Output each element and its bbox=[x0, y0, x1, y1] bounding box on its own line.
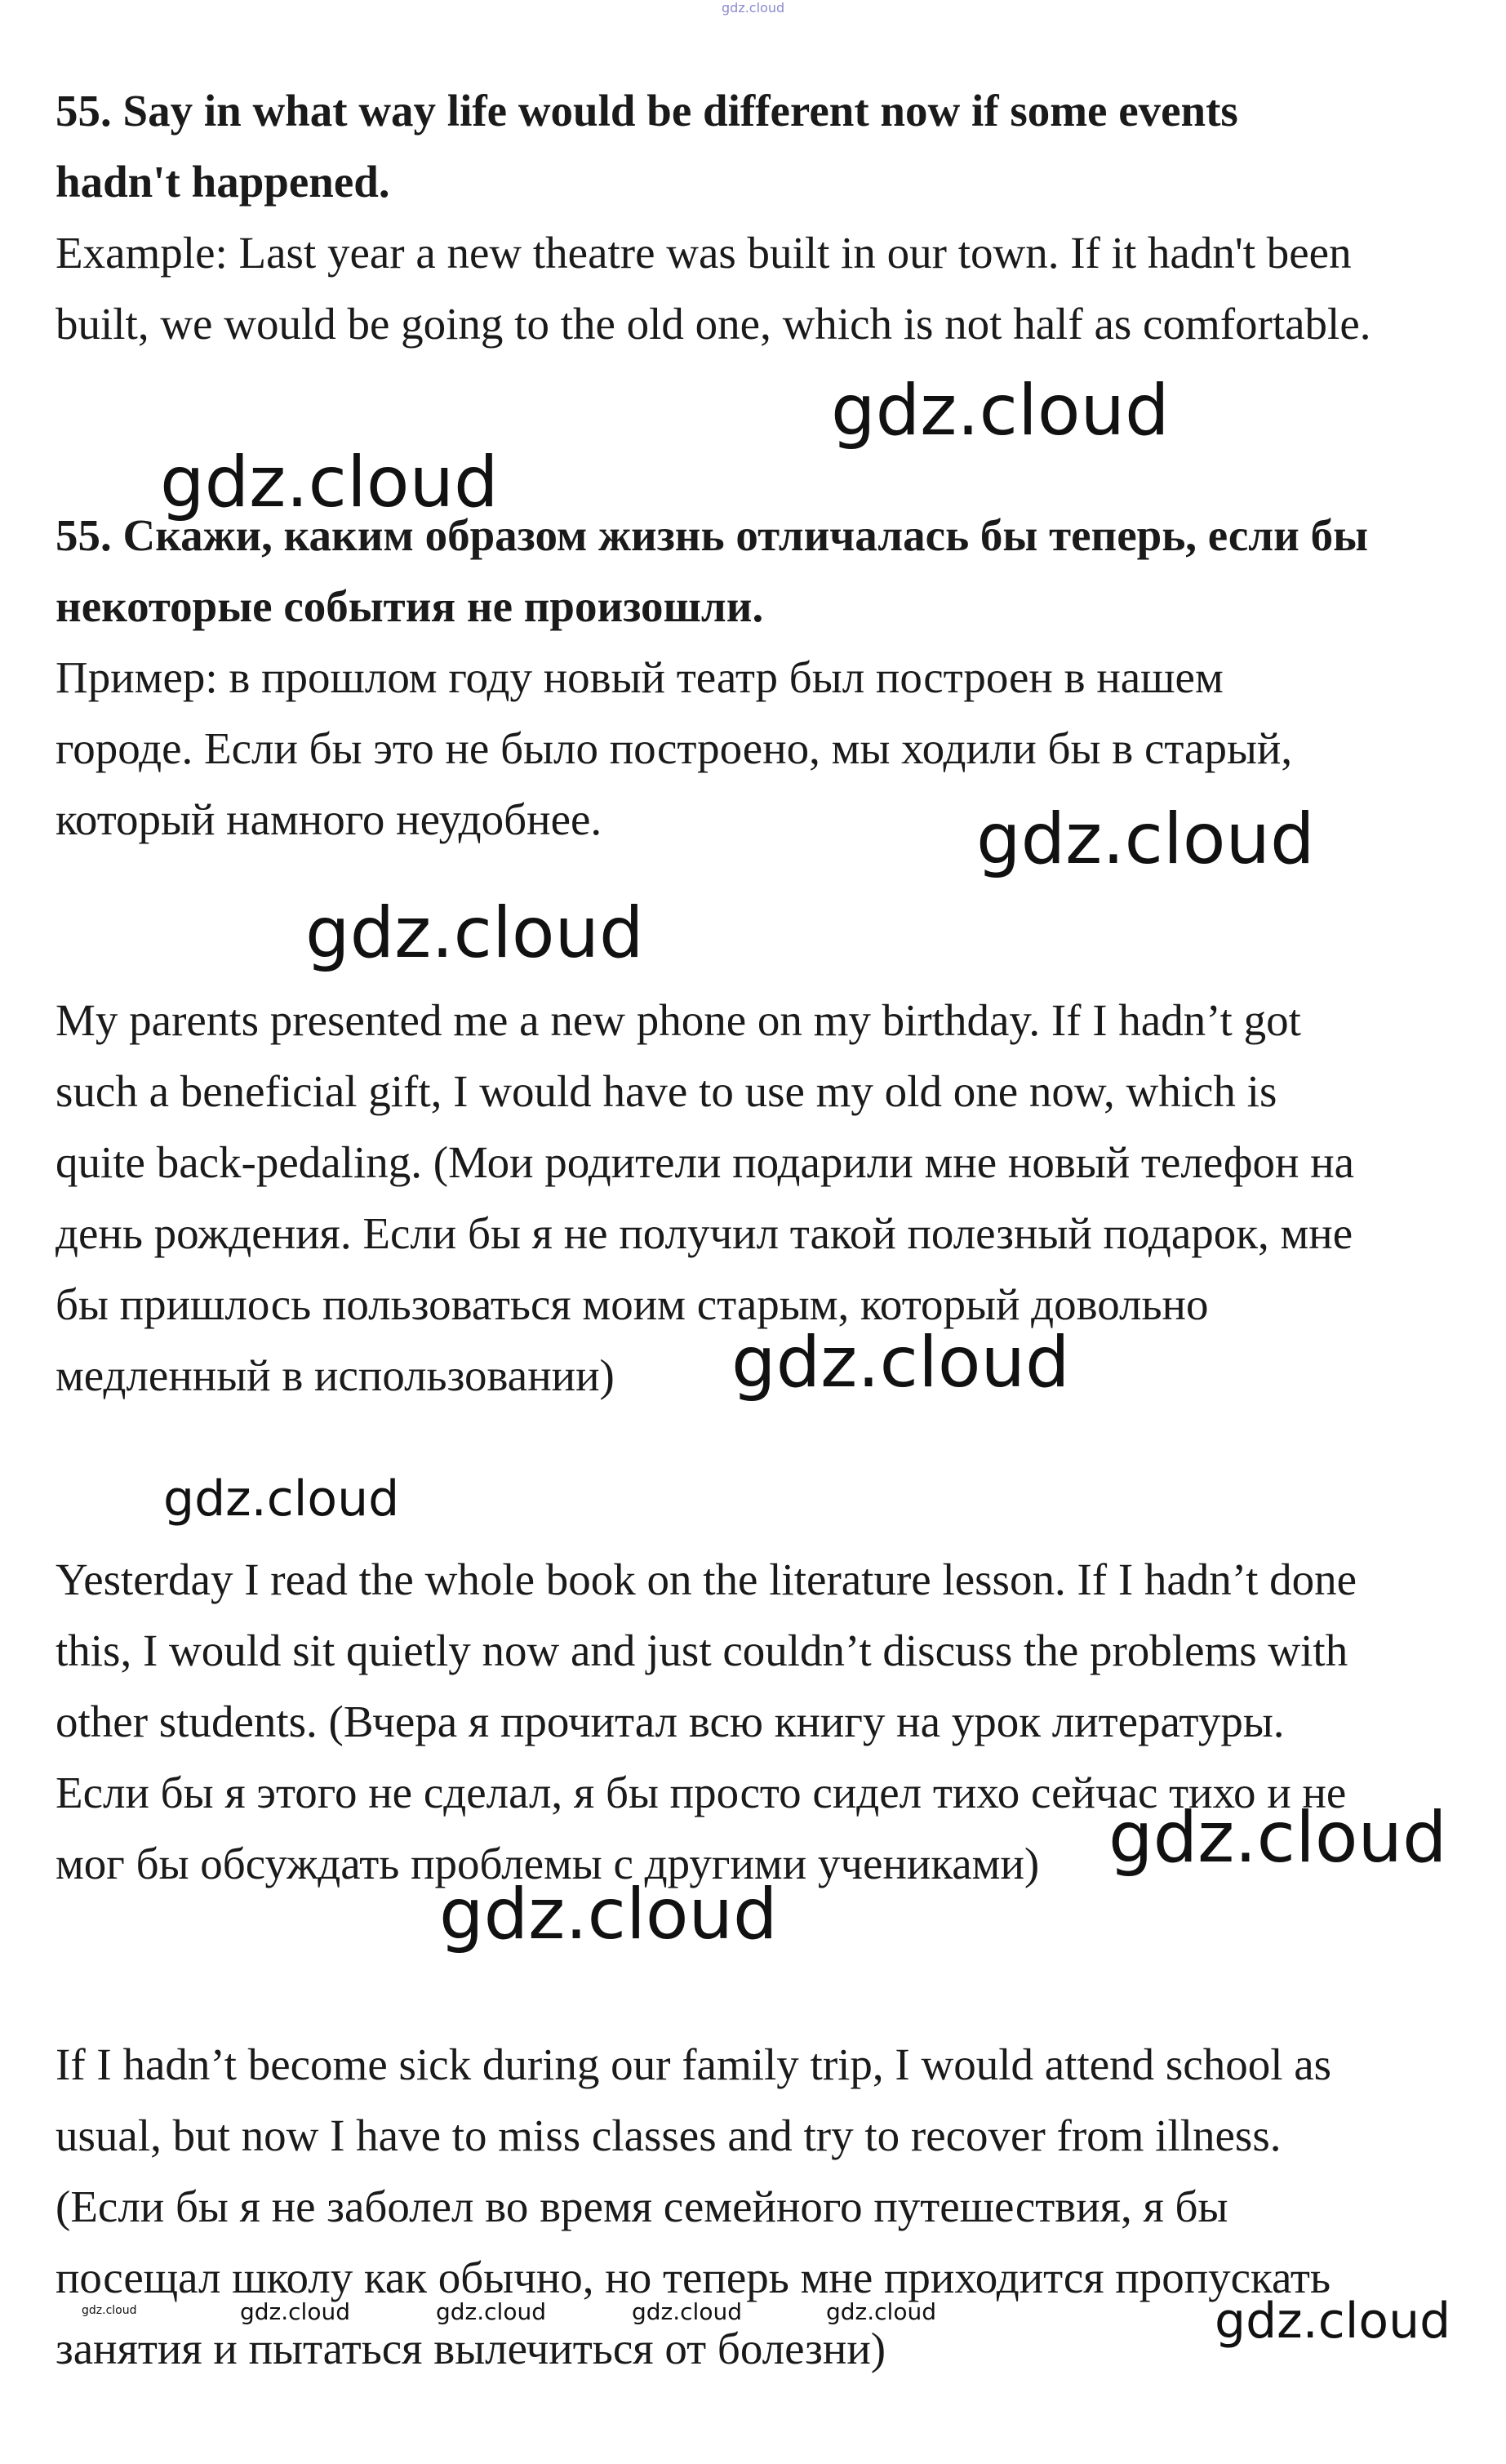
watermark: gdz.cloud bbox=[826, 2298, 936, 2325]
watermark: gdz.cloud bbox=[976, 798, 1315, 880]
answer-line: My parents presented me a new phone on my birthday. If I hadn’t got bbox=[56, 995, 1301, 1045]
answer-line: медленный в использовании) bbox=[56, 1350, 615, 1400]
answer-line: мог бы обсуждать проблемы с другими учениками) bbox=[56, 1839, 1040, 1888]
watermark: gdz.cloud bbox=[436, 2298, 546, 2325]
answer-line: quite back-pedaling. (Мои родители подарили мне новый телефон на bbox=[56, 1137, 1355, 1187]
task-title-line: 55. Say in what way life would be different now if some events bbox=[56, 86, 1238, 136]
watermark: gdz.cloud bbox=[1215, 2293, 1451, 2350]
task-title-line: 55. Скажи, каким образом жизнь отличалась бы теперь, если бы bbox=[56, 510, 1369, 560]
answer-line: If I hadn’t become sick during our family trip, I would attend school as bbox=[56, 2039, 1332, 2089]
watermark: gdz.cloud bbox=[1108, 1797, 1447, 1879]
watermark: gdz.cloud bbox=[305, 892, 644, 974]
answer-line: занятия и пытаться вылечиться от болезни) bbox=[56, 2324, 886, 2373]
answer-line: this, I would sit quietly now and just couldn’t discuss the problems with bbox=[56, 1626, 1348, 1675]
example-line: который намного неудобнее. bbox=[56, 794, 602, 844]
answer-line: (Если бы я не заболел во время семейного путешествия, я бы bbox=[56, 2182, 1228, 2231]
answer-line: usual, but now I have to miss classes and try to recover from illness. bbox=[56, 2110, 1282, 2160]
english-task bbox=[56, 75, 1459, 359]
watermark: gdz.cloud bbox=[240, 2298, 350, 2325]
watermark: gdz.cloud bbox=[831, 370, 1170, 451]
answer-line: бы пришлось пользоваться моим старым, который довольно bbox=[56, 1279, 1209, 1329]
watermark: gdz.cloud bbox=[163, 1470, 400, 1528]
answer-line: other students. (Вчера я прочитал всю книгу на урок литературы. bbox=[56, 1697, 1285, 1746]
watermark: gdz.cloud bbox=[632, 2298, 742, 2325]
example-line: Example: Last year a new theatre was built in our town. If it hadn't been bbox=[56, 228, 1352, 278]
task-title-line: некоторые события не произошли. bbox=[56, 581, 764, 631]
watermark: gdz.cloud bbox=[82, 2304, 137, 2317]
answer-line: Yesterday I read the whole book on the literature lesson. If I hadn’t done bbox=[56, 1554, 1357, 1604]
answer-line: день рождения. Если бы я не получил такой полезный подарок, мне bbox=[56, 1208, 1353, 1258]
example-line: Пример: в прошлом году новый театр был построен в нашем bbox=[56, 652, 1224, 702]
answer-line: посещал школу как обычно, но теперь мне приходится пропускать bbox=[56, 2253, 1331, 2302]
top-watermark: gdz.cloud bbox=[722, 0, 785, 16]
task-title-line: hadn't happened. bbox=[56, 157, 390, 207]
watermark: gdz.cloud bbox=[160, 442, 499, 523]
answer-line: such a beneficial gift, I would have to use my old one now, which is bbox=[56, 1066, 1277, 1116]
watermark: gdz.cloud bbox=[439, 1874, 778, 1955]
watermark: gdz.cloud bbox=[731, 1322, 1070, 1403]
example-line: городе. Если бы это не было построено, мы ходили бы в старый, bbox=[56, 723, 1293, 773]
example-line: built, we would be going to the old one, which is not half as comfortable. bbox=[56, 299, 1371, 349]
answer-line: Если бы я этого не сделал, я бы просто сидел тихо сейчас тихо и не bbox=[56, 1768, 1347, 1817]
